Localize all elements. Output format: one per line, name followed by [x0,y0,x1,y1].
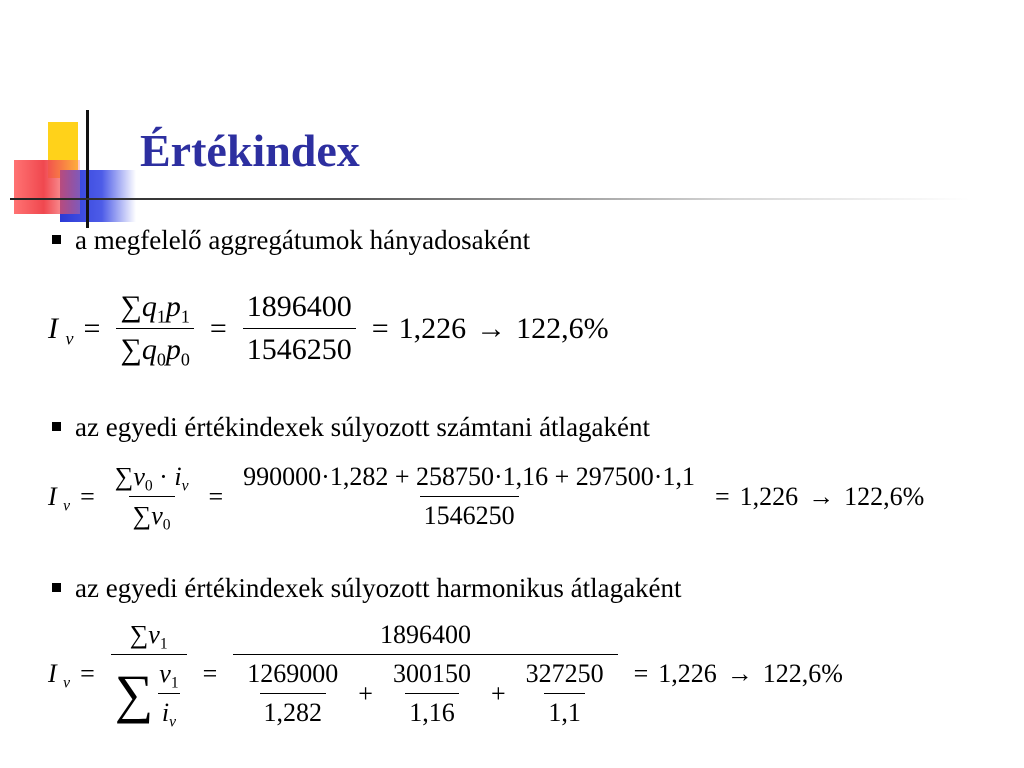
arrow-icon: → [476,311,507,345]
formula-result: 1,226 [398,311,467,345]
decor-vertical-line [86,110,89,228]
bullet-text: az egyedi értékindexek súlyozott számtani átlagaként [75,412,651,442]
title-underline [10,198,970,200]
formula-lhs: I $_v$ [48,481,71,514]
formula-percent: 122,6% [844,481,925,511]
formula-harmonic: I $_v$ = $\sum v_1$ ∑ $\frac{v_1}{i_v}$ = 1896400 $\frac{1269000}{1,282}$ + $\frac{300150}{1,16}$ + $\frac{327250}{1,1}$ = 1,226 → 122,6% [48,620,843,731]
fraction-harmonic-symbolic: $\sum v_1$ ∑ $\frac{v_1}{i_v}$ [111,620,187,728]
arrow-icon: → [808,481,835,511]
arrow-icon: → [726,659,753,688]
formula-result: 1,226 [739,481,799,511]
fraction-aggregate-symbolic: $\frac{\sum q_1p_1}{\sum q_0p_0}$ [116,290,193,367]
square-bullet-icon [52,235,61,244]
bullet-arithmetic [52,411,650,443]
formula-lhs: I $_v$ [48,659,71,692]
term-1: $\frac{1269000}{1,282}$ [247,659,339,727]
fraction-arithmetic-numeric: $\frac{990000\cdot 1,282 + 258750\cdot 1,16 + 297500\cdot 1,1}{1546250}$ [243,462,695,530]
bullet-aggregate [52,224,530,256]
fraction-harmonic-numeric: 1896400 $\frac{1269000}{1,282}$ + $\frac{300150}{1,16}$ + $\frac{327250}{1,1}$ [233,620,617,728]
bullet-text: a megfelelő aggregátumok hányadosaként [75,225,531,255]
fraction-aggregate-numeric: $\frac{1896400}{1546250}$ [243,290,356,367]
term-3: $\frac{327250}{1,1}$ [525,659,604,727]
formula-lhs: I $_v$ [48,311,74,348]
bullet-harmonic [52,572,682,604]
term-2: $\frac{300150}{1,16}$ [392,659,471,727]
formula-percent: 122,6% [762,659,843,688]
decor-red-square [14,160,80,214]
slide-title: Értékindex [140,125,360,176]
bullet-text: az egyedi értékindexek súlyozott harmonikus átlagaként [75,573,682,603]
square-bullet-icon [52,422,61,431]
formula-aggregate: I $_v$ = $\frac{\sum q_1p_1}{\sum q_0p_0}$ = $\frac{1896400}{1546250}$ = 1,226 → 122,6% [48,290,609,370]
formula-result: 1,226 [658,659,717,688]
formula-percent: 122,6% [516,311,609,345]
formula-arithmetic: I $_v$ = $\frac{\sum v_0 \cdot i_v}{\sum v_0}$ = $\frac{990000\cdot 1,282 + 258750\cdot 1,16 + 297500\cdot 1,1}{1546250}$ = 1,226 → 122,6% [48,462,925,534]
fraction-arithmetic-symbolic: $\frac{\sum v_0 \cdot i_v}{\sum v_0}$ [114,462,189,534]
square-bullet-icon [52,583,61,592]
